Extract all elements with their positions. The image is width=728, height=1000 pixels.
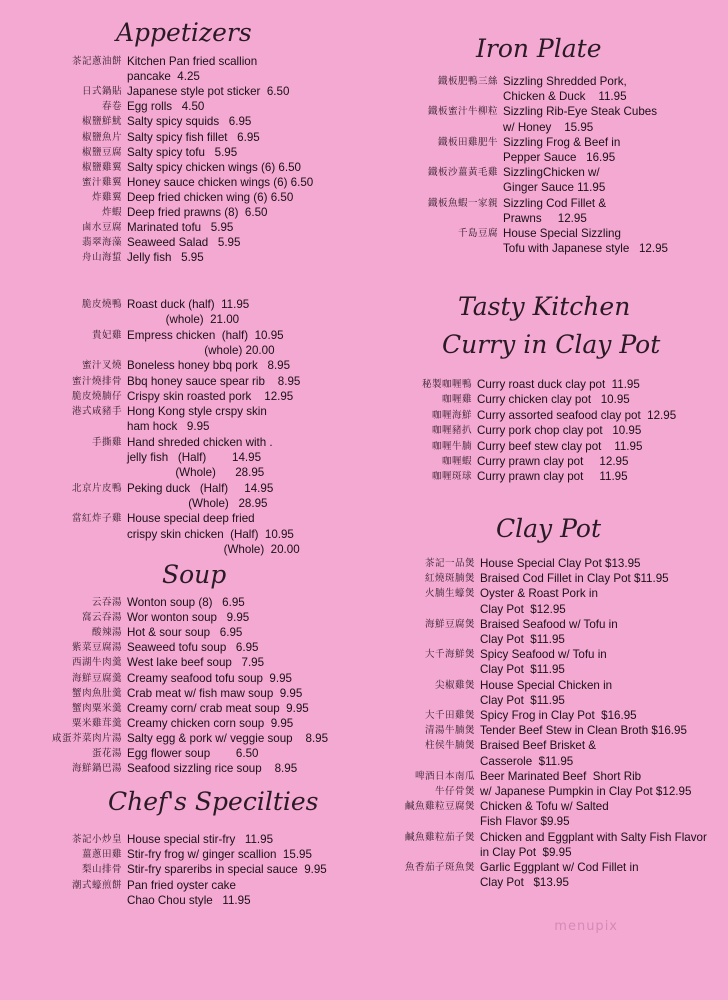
menu-item — [20, 687, 302, 701]
menu-item-english-name: Creamy corn/ crab meat soup 9.95 — [127, 701, 309, 715]
menu-item-chinese-name — [380, 846, 475, 860]
menu-item-english-name: pancake 4.25 — [127, 70, 200, 84]
menu-item-english-name: jelly fish (Half) 14.95 — [127, 451, 262, 464]
menu-item — [20, 390, 293, 404]
menu-item-chinese-name — [380, 181, 498, 195]
menu-item — [20, 206, 267, 220]
menu-item-chinese-name: 春卷 — [101, 101, 122, 113]
menu-item-english-name: Hot & sour soup 6.95 — [127, 626, 243, 640]
menu-item-english-name: Hong Kong style crspy skin — [127, 405, 267, 419]
menu-item-english-name: Salty spicy fish fillet 6.95 — [127, 130, 260, 144]
menu-item-chinese-name: 咖喱斑球 — [431, 471, 472, 483]
menu-item-english-name: Braised Seafood w/ Tofu in — [480, 617, 618, 631]
menu-item-chinese-name: 椒鹽雞翼 — [81, 161, 122, 173]
menu-item-chinese-name: 牛仔骨煲 — [434, 786, 475, 797]
menu-item — [380, 151, 615, 165]
menu-item-english-name: Deep fried chicken wing (6) 6.50 — [127, 190, 294, 204]
menu-item — [20, 894, 251, 908]
menu-item — [20, 146, 237, 160]
menu-item-english-name: House special stir-fry 11.95 — [127, 833, 274, 846]
menu-item-english-name: Fish Flavor $9.95 — [480, 815, 570, 829]
menu-item-chinese-name — [20, 420, 122, 434]
menu-item-chinese-name: 啤酒日本南瓜 — [414, 770, 475, 782]
menu-item-english-name: Spicy Seafood w/ Tofu in — [480, 648, 607, 662]
menu-item-english-name: (Whole) 20.00 — [127, 542, 300, 556]
menu-item-english-name: House Special Clay Pot $13.95 — [480, 557, 641, 570]
menu-item-chinese-name: 脆皮燒腩仔 — [71, 390, 122, 402]
menu-item — [380, 121, 593, 135]
menu-item-english-name: in Clay Pot $9.95 — [480, 845, 572, 859]
menu-item-chinese-name — [380, 90, 498, 104]
menu-item-chinese-name — [380, 212, 498, 226]
menu-item-chinese-name: 椒鹽魚片 — [81, 131, 122, 143]
menu-item-english-name: Stir-fry spareribs in special sauce 9.95 — [127, 863, 327, 877]
menu-item-chinese-name — [20, 466, 122, 480]
menu-item — [380, 105, 657, 119]
menu-item-english-name: Braised Cod Fillet in Clay Pot $11.95 — [480, 572, 669, 586]
menu-item-english-name: Curry chicken clay pot 10.95 — [477, 393, 630, 407]
menu-item — [380, 739, 596, 753]
menu-item-english-name: Salty spicy tofu 5.95 — [127, 145, 238, 159]
menu-item — [380, 861, 639, 875]
appetizers-heading: Appetizers — [116, 18, 252, 47]
menu-item — [20, 641, 259, 655]
menu-item-english-name: Chicken & Duck 11.95 — [503, 90, 627, 104]
menu-item-english-name: Sizzling Shredded Pork, — [503, 75, 627, 88]
menu-item — [20, 131, 260, 145]
menu-item — [380, 227, 621, 241]
menu-item — [20, 55, 257, 69]
menu-item-chinese-name: 貴妃雞 — [91, 329, 122, 341]
menu-item-english-name: Pepper Sauce 16.95 — [503, 151, 616, 164]
menu-item — [380, 633, 565, 647]
menu-item-chinese-name — [20, 344, 122, 358]
menu-item-chinese-name: 潮式蠔煎餅 — [71, 879, 122, 891]
menu-item-english-name: Oyster & Roast Pork in — [480, 587, 598, 601]
menu-item-english-name: Prawns 12.95 — [503, 211, 587, 225]
menu-item-chinese-name: 酸辣湯 — [91, 627, 122, 639]
menu-item — [380, 876, 569, 890]
menu-item — [380, 90, 627, 104]
menu-item-english-name: Sizzling Cod Fillet & — [503, 196, 607, 210]
menu-item-chinese-name — [380, 876, 475, 890]
menu-item-chinese-name: 蛋花湯 — [91, 748, 122, 759]
menu-item — [20, 161, 301, 175]
menu-item-chinese-name: 茶記小炒皇 — [71, 834, 122, 845]
menu-item — [20, 717, 293, 731]
menu-item-english-name: Salty spicy squids 6.95 — [127, 115, 252, 129]
menu-item-chinese-name: 清湯牛腩煲 — [424, 725, 475, 737]
menu-item-english-name: Tender Beef Stew in Clean Broth $16.95 — [480, 724, 687, 738]
menu-item-chinese-name: 咖喱雞 — [441, 394, 472, 406]
menu-item-chinese-name: 手撕雞 — [91, 436, 122, 448]
menu-item-english-name: Clay Pot $11.95 — [480, 663, 565, 677]
menu-item-chinese-name: 咖喱海鮮 — [431, 409, 472, 421]
menu-item — [380, 815, 570, 829]
menu-item-chinese-name: 翡翠海藻 — [81, 237, 122, 249]
menu-item-chinese-name: 鐵板田雞肥牛 — [437, 136, 498, 148]
menu-item — [380, 166, 600, 180]
menu-item-english-name: Creamy seafood tofu soup 9.95 — [127, 671, 292, 685]
menu-item-chinese-name — [20, 451, 122, 465]
menu-item — [380, 709, 637, 723]
menu-item — [20, 702, 309, 716]
menu-item — [20, 466, 264, 480]
menu-item-english-name: Curry prawn clay pot 12.95 — [477, 455, 629, 468]
menu-item-chinese-name: 茶記蔥油餅 — [71, 56, 122, 67]
menu-item-chinese-name: 西湖牛肉羹 — [71, 657, 122, 669]
menu-item — [20, 611, 249, 625]
menu-item-chinese-name — [380, 694, 475, 708]
menu-item — [380, 557, 640, 571]
menu-item-english-name: Clay Pot $11.95 — [480, 633, 565, 646]
menu-item-chinese-name: 大千海鮮煲 — [424, 649, 475, 661]
menu-item-chinese-name: 茶記一品煲 — [424, 558, 475, 569]
menu-item — [380, 572, 669, 586]
menu-item-chinese-name: 椒鹽豆腐 — [81, 146, 122, 158]
menu-item — [380, 470, 628, 484]
menu-item — [20, 70, 200, 84]
menu-item-english-name: (Whole) 28.95 — [127, 466, 265, 480]
menu-item-english-name: ham hock 9.95 — [127, 420, 210, 434]
menu-item-chinese-name: 鐵板肥鴨三絲 — [437, 76, 498, 87]
menu-item-chinese-name — [380, 151, 498, 165]
menu-item — [380, 755, 573, 769]
menu-item — [380, 603, 566, 617]
menu-item-chinese-name: 云吞湯 — [91, 597, 122, 608]
menu-item-english-name: Creamy chicken corn soup 9.95 — [127, 716, 294, 730]
menu-item-english-name: SizzlingChicken w/ — [503, 166, 600, 180]
menu-item — [380, 587, 598, 601]
menu-item-chinese-name: 椒鹽鮮魷 — [81, 116, 122, 128]
menu-item-english-name: Clay Pot $12.95 — [480, 602, 566, 616]
menu-item-chinese-name: 日式鍋貼 — [81, 86, 122, 98]
soup-heading: Soup — [162, 560, 227, 589]
menu-item — [380, 181, 605, 195]
menu-item — [380, 663, 565, 677]
menu-item-chinese-name: 尖椒雞煲 — [434, 679, 475, 691]
menu-item — [20, 833, 273, 847]
menu-item-chinese-name — [380, 663, 475, 677]
menu-item — [380, 679, 612, 693]
menu-item-chinese-name: 粟米雞茸羹 — [71, 717, 122, 729]
menu-item-chinese-name: 柱侯牛腩煲 — [424, 740, 475, 752]
menu-item-chinese-name: 大千田雞煲 — [424, 710, 475, 721]
menu-item-english-name: Salty egg & pork w/ veggie soup 8.95 — [127, 731, 329, 745]
menu-item-english-name: Sizzling Rib-Eye Steak Cubes — [503, 105, 658, 119]
menu-item-chinese-name: 蜜汁雞翼 — [81, 176, 122, 188]
menu-item-english-name: Bbq honey sauce spear rib 8.95 — [127, 374, 301, 388]
menu-item — [20, 344, 275, 358]
menu-item-english-name: Curry pork chop clay pot 10.95 — [477, 424, 642, 438]
menu-item-english-name: Roast duck (half) 11.95 — [127, 298, 250, 311]
menu-item — [20, 482, 273, 496]
iron-plate-heading: Iron Plate — [476, 34, 602, 63]
chefs-specialties-heading: Chef's Specilties — [108, 787, 319, 816]
menu-item — [20, 420, 210, 434]
menu-item-chinese-name: 炸雞翼 — [91, 191, 122, 203]
menu-item-chinese-name: 蜜汁叉燒 — [81, 360, 122, 372]
menu-item — [20, 497, 267, 511]
menu-item-english-name: Tofu with Japanese style 12.95 — [503, 242, 668, 256]
menu-item-chinese-name: 蟹肉粟米羹 — [71, 702, 122, 714]
menu-item-english-name: Clay Pot $11.95 — [480, 693, 565, 707]
menu-item-english-name: (whole) 21.00 — [127, 313, 240, 327]
menu-item — [20, 236, 240, 250]
menu-item — [20, 512, 255, 526]
menu-item — [380, 618, 618, 632]
menu-item-chinese-name — [20, 528, 122, 542]
menu-item-chinese-name: 海鮮豆腐羹 — [71, 672, 122, 684]
menu-item — [20, 626, 242, 640]
menu-item — [380, 800, 609, 814]
menu-item-chinese-name: 咖喱豬扒 — [431, 425, 472, 437]
menu-item-chinese-name: 鐵板沙薑黃毛雞 — [427, 167, 498, 179]
clay-pot-heading: Clay Pot — [496, 514, 602, 543]
menu-item — [20, 313, 239, 327]
menu-item — [20, 329, 284, 343]
menu-item — [380, 455, 628, 469]
menu-item-chinese-name: 蟹肉魚肚羹 — [71, 687, 122, 699]
menu-item — [20, 762, 297, 776]
menu-item-english-name: House special deep fried — [127, 512, 255, 526]
menu-item-english-name: Seafood sizzling rice soup 8.95 — [127, 762, 298, 776]
menu-item — [20, 251, 204, 265]
menu-item-chinese-name: 紅燒斑腩煲 — [424, 573, 475, 585]
menu-item — [20, 405, 267, 419]
menu-item-english-name: Peking duck (Half) 14.95 — [127, 481, 274, 495]
menu-item-english-name: Spicy Frog in Clay Pot $16.95 — [480, 709, 637, 722]
menu-item — [380, 724, 687, 738]
menu-item-english-name: Ginger Sauce 11.95 — [503, 181, 606, 195]
menu-item-chinese-name — [20, 313, 122, 327]
menu-item-english-name: Wonton soup (8) 6.95 — [127, 596, 245, 609]
menu-item-english-name: (Whole) 28.95 — [127, 496, 268, 510]
menu-item-english-name: Chicken & Tofu w/ Salted — [480, 800, 609, 814]
menu-item-english-name: Chao Chou style 11.95 — [127, 893, 251, 907]
menu-item — [20, 528, 294, 542]
menu-item-chinese-name: 鹹魚雞粒茄子煲 — [404, 831, 475, 843]
menu-item-chinese-name: 咖喱牛腩 — [431, 440, 472, 452]
menu-item — [20, 85, 289, 99]
menu-item-english-name: Stir-fry frog w/ ginger scallion 15.95 — [127, 848, 312, 862]
menu-item-chinese-name: 鐵板魚蝦一家親 — [427, 197, 498, 209]
menu-item-chinese-name: 港式咸豬手 — [71, 406, 122, 418]
menu-item-english-name: Sizzling Frog & Beef in — [503, 135, 621, 149]
menu-item — [380, 75, 627, 89]
menu-item-english-name: Chicken and Eggplant with Salty Fish Flavor — [480, 830, 707, 844]
menu-item-chinese-name — [380, 242, 498, 256]
menu-item-chinese-name: 咸蛋芥菜肉片湯 — [51, 732, 122, 744]
menu-item — [20, 543, 300, 557]
menu-item — [380, 136, 620, 150]
menu-item-english-name: Boneless honey bbq pork 8.95 — [127, 359, 291, 373]
menu-item-english-name: Honey sauce chicken wings (6) 6.50 — [127, 175, 314, 189]
menu-item-chinese-name: 海鮮豆腐煲 — [424, 618, 475, 630]
menu-item — [20, 298, 249, 312]
menu-item-english-name: Crispy skin roasted pork 12.95 — [127, 389, 294, 403]
menu-item-english-name: Curry beef stew clay pot 11.95 — [477, 439, 643, 453]
menu-item — [20, 191, 293, 205]
menu-item — [20, 359, 290, 373]
menu-item — [380, 393, 630, 407]
menu-item — [380, 770, 641, 784]
menu-item-english-name: Curry assorted seafood clay pot 12.95 — [477, 408, 677, 422]
menu-item-chinese-name: 脆皮燒鴨 — [81, 299, 122, 310]
menu-item — [380, 785, 691, 799]
menu-item-chinese-name: 窩云吞湯 — [81, 612, 122, 624]
menu-item-english-name: Casserole $11.95 — [480, 754, 574, 768]
menu-item-english-name: Beer Marinated Beef Short Rib — [480, 769, 642, 783]
menu-item-english-name: Kitchen Pan fried scallion — [127, 55, 258, 68]
menu-item-english-name: Jelly fish 5.95 — [127, 251, 204, 265]
menu-item — [20, 747, 258, 761]
menu-item-chinese-name — [20, 894, 122, 908]
menu-item-english-name: Salty spicy chicken wings (6) 6.50 — [127, 160, 301, 174]
menu-item-chinese-name: 舟山海蜇 — [81, 252, 122, 264]
menu-item — [20, 732, 328, 746]
menu-item-english-name: West lake beef soup 7.95 — [127, 656, 265, 670]
menu-item-chinese-name — [380, 603, 475, 617]
menu-item-english-name: Wor wonton soup 9.95 — [127, 611, 250, 625]
menu-item — [20, 863, 327, 877]
menu-item — [380, 440, 642, 454]
menu-item-chinese-name: 秘製咖喱鴨 — [421, 379, 472, 390]
menu-item-english-name: w/ Japanese Pumpkin in Clay Pot $12.95 — [480, 785, 692, 798]
menu-item-chinese-name: 炸蝦 — [101, 207, 122, 218]
menu-item-chinese-name — [380, 121, 498, 135]
menu-item-chinese-name: 蜜汁燒排骨 — [71, 375, 122, 387]
menu-item-chinese-name: 北京片皮鴨 — [71, 482, 122, 494]
menu-item-chinese-name: 薑蔥田雞 — [81, 849, 122, 861]
menu-item — [20, 436, 273, 450]
menu-item-chinese-name: 鹵水豆腐 — [81, 222, 122, 234]
menu-item — [380, 831, 707, 845]
menu-item-chinese-name: 魚香茄子斑魚煲 — [404, 862, 475, 873]
tasty-kitchen-heading: Tasty Kitchen — [458, 292, 631, 321]
menu-item — [380, 424, 641, 438]
menu-item — [20, 656, 264, 670]
menu-item-english-name: Pan fried oyster cake — [127, 878, 236, 892]
menu-item-english-name: Garlic Eggplant w/ Cod Fillet in — [480, 861, 639, 874]
menu-item-english-name: Curry roast duck clay pot 11.95 — [477, 378, 640, 391]
menu-item — [380, 212, 587, 226]
menu-item-chinese-name: 鐵板蜜汁牛柳粒 — [427, 106, 498, 118]
menu-item-chinese-name: 紫菜豆腐湯 — [71, 642, 122, 654]
menu-item-chinese-name: 千島豆腐 — [457, 228, 498, 239]
menu-item-english-name: w/ Honey 15.95 — [503, 120, 594, 134]
menu-item-chinese-name: 咖喱蝦 — [441, 456, 472, 467]
menu-item-english-name: Marinated tofu 5.95 — [127, 221, 234, 235]
menu-item-chinese-name — [20, 70, 122, 84]
menu-item-chinese-name — [380, 815, 475, 829]
menu-item — [20, 176, 313, 190]
menu-item-english-name: House Special Chicken in — [480, 678, 613, 692]
menu-item-english-name: Seaweed tofu soup 6.95 — [127, 641, 259, 655]
menu-item-english-name: Japanese style pot sticker 6.50 — [127, 85, 290, 99]
menu-item-english-name: Egg flower soup 6.50 — [127, 747, 259, 760]
menu-item-chinese-name — [380, 755, 475, 769]
menu-item-english-name: Hand shreded chicken with . — [127, 435, 273, 449]
menu-item — [20, 375, 300, 389]
menu-item — [20, 596, 245, 610]
menu-item — [20, 115, 251, 129]
menu-item-chinese-name: 當紅炸子雞 — [71, 513, 122, 525]
menu-item — [380, 846, 572, 860]
menu-item-chinese-name — [380, 633, 475, 647]
menu-item-english-name: Crab meat w/ fish maw soup 9.95 — [127, 686, 303, 700]
menu-item-english-name: Empress chicken (half) 10.95 — [127, 328, 284, 342]
menu-item — [20, 100, 204, 114]
menu-item-chinese-name: 火腩生蠔煲 — [424, 588, 475, 600]
menu-item — [380, 378, 640, 392]
curry-clay-pot-heading: Curry in Clay Pot — [442, 330, 661, 359]
menu-item — [20, 672, 292, 686]
menu-item-english-name: (whole) 20.00 — [127, 343, 275, 357]
menu-item-english-name: Deep fried prawns (8) 6.50 — [127, 206, 268, 219]
menu-item-english-name: Seaweed Salad 5.95 — [127, 236, 241, 250]
menu-item — [380, 409, 676, 423]
menu-item — [380, 694, 565, 708]
menu-item-chinese-name: 海鮮鍋巴湯 — [71, 763, 122, 775]
menu-item — [20, 451, 261, 465]
menu-item-english-name: Curry prawn clay pot 11.95 — [477, 470, 628, 484]
menu-item-english-name: Egg rolls 4.50 — [127, 100, 205, 114]
menu-item-english-name: House Special Sizzling — [503, 227, 621, 240]
menu-item — [380, 197, 606, 211]
menu-item-english-name: Clay Pot $13.95 — [480, 876, 569, 890]
menu-item — [20, 879, 236, 893]
menu-item-chinese-name — [20, 497, 122, 511]
menu-item-chinese-name: 鹹魚雞粒豆腐煲 — [404, 801, 475, 813]
menu-item-english-name: Braised Beef Brisket & — [480, 739, 596, 753]
menu-item-chinese-name — [20, 543, 122, 557]
menu-item — [20, 221, 233, 235]
menu-item-english-name: crispy skin chicken (Half) 10.95 — [127, 527, 294, 541]
menupix-watermark: menupix — [554, 919, 618, 934]
menu-item — [20, 848, 312, 862]
menu-item — [380, 648, 607, 662]
menu-item-chinese-name: 梨山排骨 — [81, 864, 122, 876]
menu-item — [380, 242, 668, 256]
